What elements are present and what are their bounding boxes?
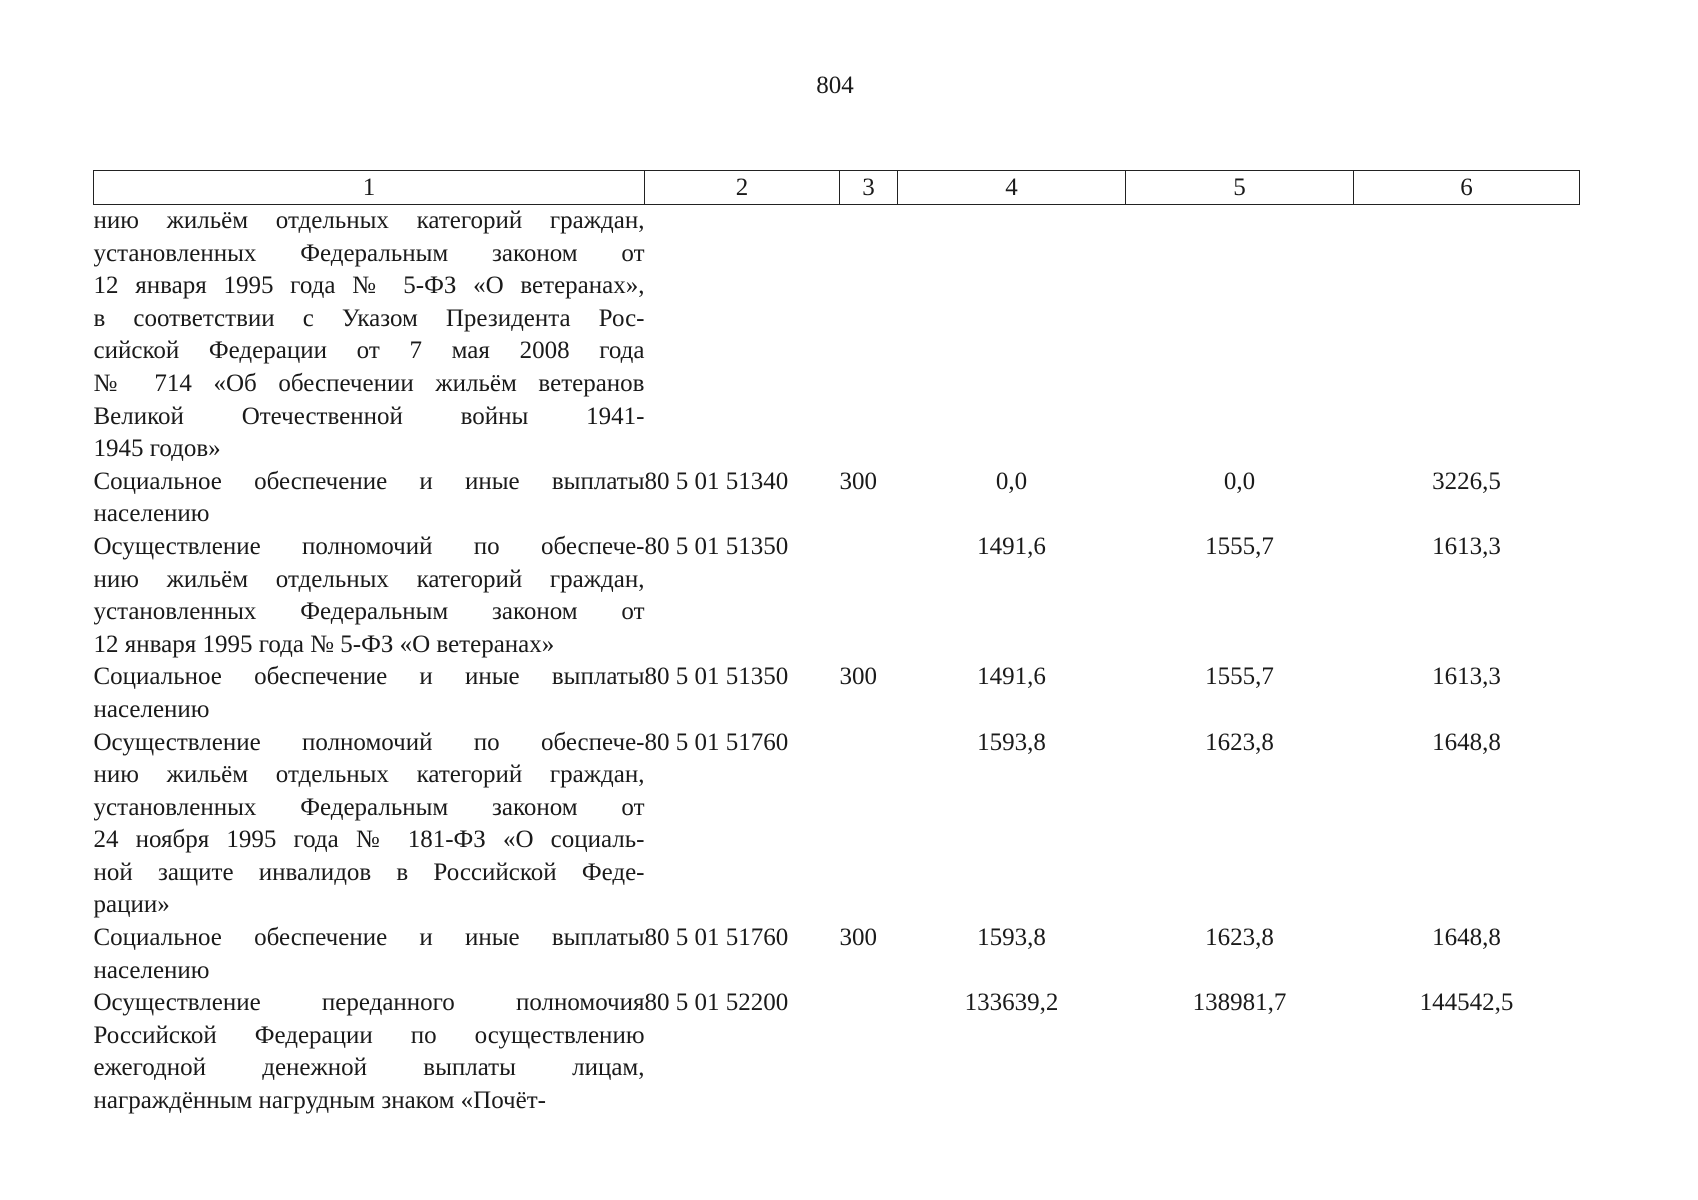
budget-table xyxy=(93,170,1580,1118)
description-line: Социальное обеспечение и иные выплаты xyxy=(93,924,645,952)
description-line: Великой Отечественной войны 1941- xyxy=(93,402,645,430)
page-number: 804 xyxy=(816,72,854,99)
row-value-col5 xyxy=(1126,205,1354,466)
row-value-col5: 0,0 xyxy=(1223,467,1256,495)
table-row xyxy=(94,531,1580,661)
description-line: в соответствии с Указом Президента Рос- xyxy=(93,304,645,332)
table-body xyxy=(94,205,1580,1118)
description-line: Социальное обеспечение и иные выплаты xyxy=(93,663,645,691)
row-description xyxy=(94,727,645,923)
row-description xyxy=(94,205,645,466)
row-code: 80 5 01 52200 xyxy=(644,989,789,1017)
row-value-col6: 3226,5 xyxy=(1432,467,1501,495)
description-line: сийской Федерации от 7 мая 2008 года xyxy=(93,337,645,365)
table-row xyxy=(94,466,1580,531)
row-expense-type: 300 xyxy=(839,924,877,952)
row-value-col4: 1593,8 xyxy=(977,728,1046,756)
row-value-col6: 1613,3 xyxy=(1432,532,1501,560)
description-line: населению xyxy=(93,500,210,528)
row-value-col5: 1555,7 xyxy=(1205,663,1274,691)
description-line: населению xyxy=(93,956,210,984)
row-value-col5: 138981,7 xyxy=(1192,989,1287,1017)
row-value-col6 xyxy=(1354,205,1580,466)
column-header-2: 2 xyxy=(645,171,840,205)
description-line: награждённым нагрудным знаком «Почёт- xyxy=(93,1087,546,1115)
row-expense-type: 300 xyxy=(839,467,877,495)
row-expense-type: 300 xyxy=(839,663,877,691)
row-expense-type xyxy=(840,531,898,661)
row-expense-type xyxy=(840,727,898,923)
description-line: населению xyxy=(93,695,210,723)
row-description xyxy=(94,661,645,726)
row-value-col5: 1623,8 xyxy=(1205,924,1274,952)
row-value-col4: 133639,2 xyxy=(964,989,1059,1017)
table-row xyxy=(94,987,1580,1117)
column-header-3: 3 xyxy=(840,171,898,205)
row-expense-type xyxy=(840,205,898,466)
description-line: установленных Федеральным законом от xyxy=(93,793,645,821)
row-value-col5: 1555,7 xyxy=(1205,532,1274,560)
description-line: 24 ноября 1995 года № 181-ФЗ «О социаль- xyxy=(93,826,645,854)
description-line: ежегодной денежной выплаты лицам, xyxy=(93,1054,645,1082)
description-line: 12 января 1995 года № 5-ФЗ «О ветеранах», xyxy=(93,272,645,300)
description-line: Осуществление полномочий по обеспече- xyxy=(93,728,645,756)
row-value-col6: 144542,5 xyxy=(1419,989,1514,1017)
table-row xyxy=(94,727,1580,923)
description-line: нию жильём отдельных категорий граждан, xyxy=(93,207,645,234)
row-description xyxy=(94,531,645,661)
table-row xyxy=(94,922,1580,987)
row-value-col6: 1613,3 xyxy=(1432,663,1501,691)
table-row xyxy=(94,205,1580,466)
column-header-1: 1 xyxy=(94,171,645,205)
row-description xyxy=(94,466,645,531)
row-code: 80 5 01 51340 xyxy=(644,467,789,495)
row-value-col4: 1593,8 xyxy=(977,924,1046,952)
row-expense-type xyxy=(840,987,898,1117)
table-row xyxy=(94,661,1580,726)
row-value-col4: 0,0 xyxy=(995,467,1028,495)
description-line: 1945 годов» xyxy=(93,435,221,463)
row-code: 80 5 01 51350 xyxy=(644,663,789,691)
column-header-6: 6 xyxy=(1354,171,1580,205)
description-line: установленных Федеральным законом от xyxy=(93,598,645,626)
row-code xyxy=(645,205,840,466)
column-header-5: 5 xyxy=(1126,171,1354,205)
row-value-col5: 1623,8 xyxy=(1205,728,1274,756)
description-line: Осуществление переданного полномочия xyxy=(93,989,645,1017)
row-code: 80 5 01 51760 xyxy=(644,924,789,952)
description-line: установленных Федеральным законом от xyxy=(93,239,645,267)
row-description xyxy=(94,922,645,987)
column-header-4: 4 xyxy=(898,171,1126,205)
row-value-col6: 1648,8 xyxy=(1432,728,1501,756)
description-line: Российской Федерации по осуществлению xyxy=(93,1021,645,1049)
description-line: Осуществление полномочий по обеспече- xyxy=(93,532,645,560)
description-line: Социальное обеспечение и иные выплаты xyxy=(93,467,645,495)
row-value-col4 xyxy=(898,205,1126,466)
column-number-header xyxy=(94,171,1580,205)
description-line: рации» xyxy=(93,891,170,919)
description-line: ной защите инвалидов в Российской Феде- xyxy=(93,858,645,886)
description-line: № 714 «Об обеспечении жильём ветеранов xyxy=(93,369,645,397)
description-line: нию жильём отдельных категорий граждан, xyxy=(93,761,645,789)
row-code: 80 5 01 51760 xyxy=(644,728,789,756)
description-line: нию жильём отдельных категорий граждан, xyxy=(93,565,645,593)
row-code: 80 5 01 51350 xyxy=(644,532,789,560)
description-line: 12 января 1995 года № 5-ФЗ «О ветеранах» xyxy=(93,630,555,658)
row-value-col4: 1491,6 xyxy=(977,663,1046,691)
row-value-col6: 1648,8 xyxy=(1432,924,1501,952)
row-description xyxy=(94,987,645,1117)
row-value-col4: 1491,6 xyxy=(977,532,1046,560)
